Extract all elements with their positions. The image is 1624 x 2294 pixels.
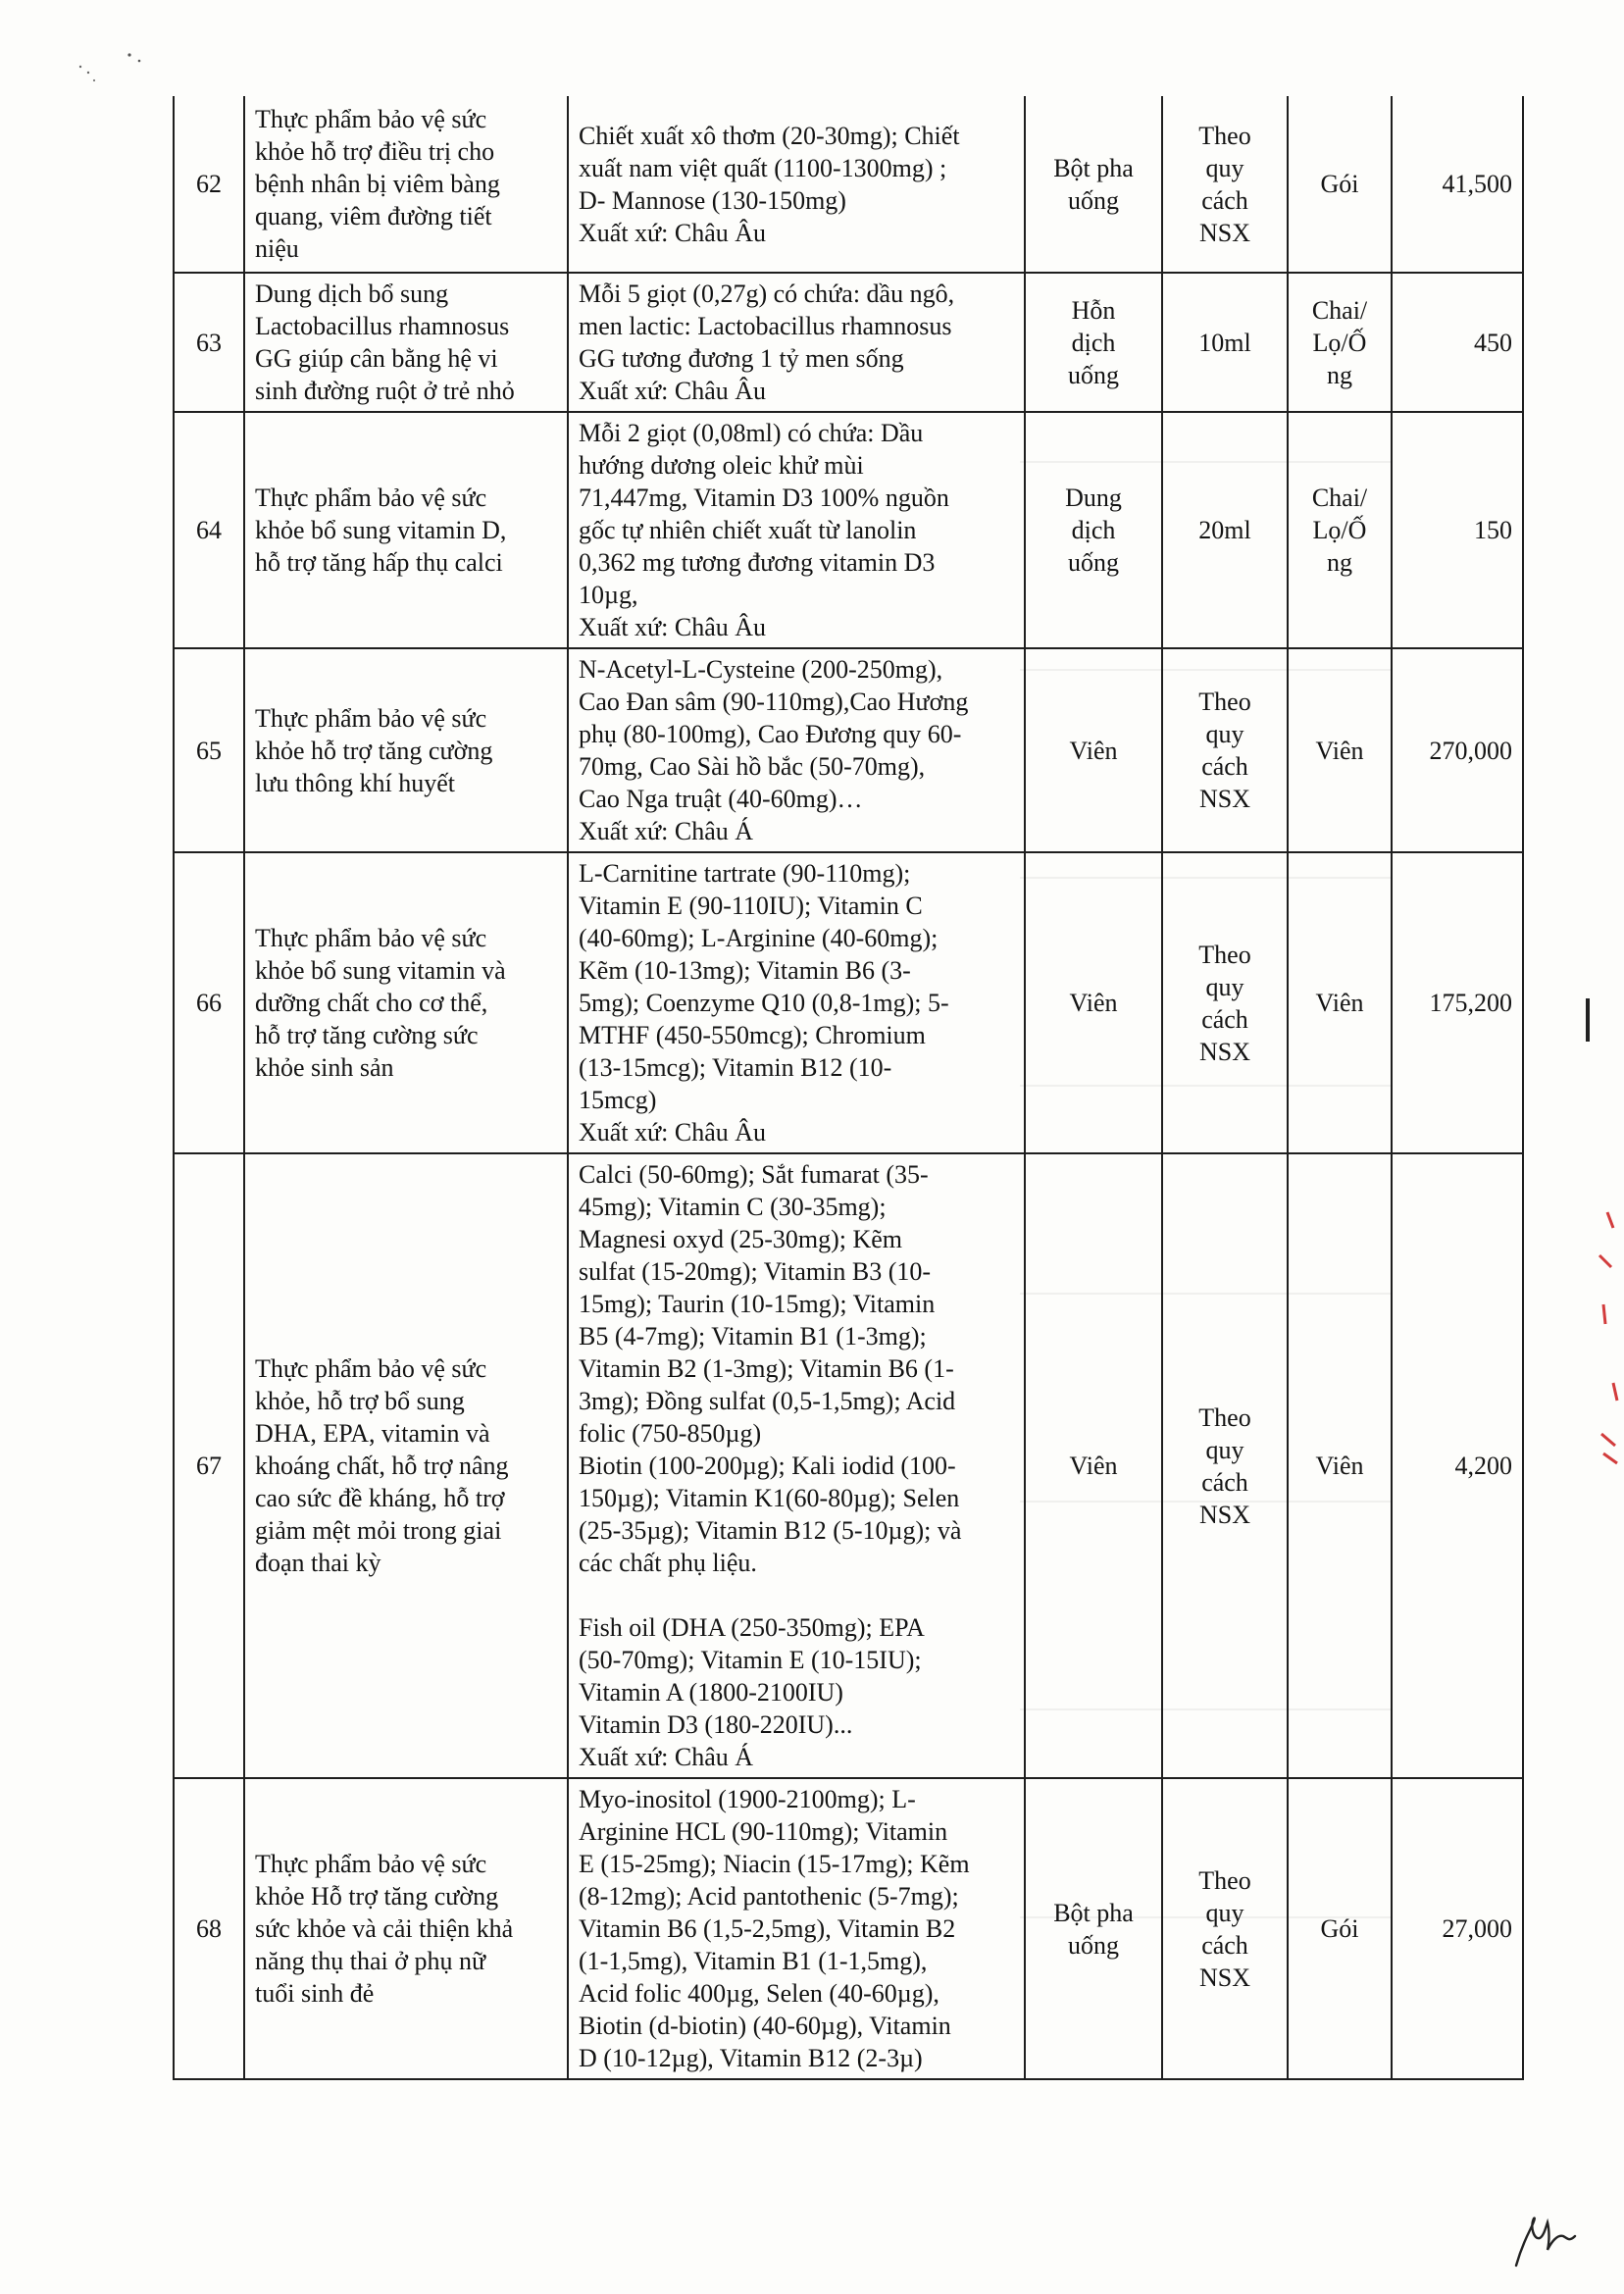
spec-line: NSX <box>1198 1037 1250 1066</box>
spec-line: Theo <box>1198 1865 1251 1895</box>
ingredients-cell <box>568 1778 1025 2079</box>
row-number-cell: 67 <box>174 1153 244 1778</box>
price-cell: 175,200 <box>1392 852 1523 1153</box>
ingredient-line: 71,447mg, Vitamin D3 100% nguồn <box>579 484 949 512</box>
ingredient-line: Xuất xứ: Châu Âu <box>579 377 767 405</box>
ingredient-line: Xuất xứ: Châu Âu <box>579 1118 767 1147</box>
unit-cell <box>1288 648 1392 852</box>
unit-line: Lọ/Ố <box>1312 328 1367 357</box>
ingredient-line: men lactic: Lactobacillus rhamnosus <box>579 312 952 340</box>
scan-specks <box>59 49 177 108</box>
form-line: Viên <box>1069 736 1118 765</box>
specification-cell <box>1162 852 1288 1153</box>
dosage-form-cell <box>1025 1778 1162 2079</box>
spec-line: quy <box>1205 720 1244 748</box>
ingredient-line: Biotin (100-200µg); Kali iodid (100- <box>579 1452 956 1480</box>
name-line: khỏe Hỗ trợ tăng cường <box>255 1882 499 1911</box>
ingredient-line: Vitamin B2 (1-3mg); Vitamin B6 (1- <box>579 1354 954 1383</box>
spec-line: cách <box>1201 1930 1248 1960</box>
ingredients-cell <box>568 852 1025 1153</box>
price-cell: 4,200 <box>1392 1153 1523 1778</box>
dosage-form-cell <box>1025 648 1162 852</box>
ingredient-line: Mỗi 5 giọt (0,27g) có chứa: dầu ngô, <box>579 280 955 308</box>
product-name-cell <box>244 1778 568 2079</box>
form-line: dịch <box>1071 516 1116 544</box>
specification-cell <box>1162 1778 1288 2079</box>
name-line: DHA, EPA, vitamin và <box>255 1419 490 1448</box>
dosage-form-cell <box>1025 1153 1162 1778</box>
name-line: khỏe hỗ trợ điều trị cho <box>255 137 495 166</box>
ingredient-line: 70mg, Cao Sài hồ bắc (50-70mg), <box>579 752 926 781</box>
spec-line: Theo <box>1198 121 1251 150</box>
product-name-cell <box>244 96 568 273</box>
spec-line: cách <box>1201 185 1248 215</box>
name-line: khỏe bổ sung vitamin và <box>255 956 506 985</box>
spec-line: 20ml <box>1198 516 1251 544</box>
unit-line: Gói <box>1320 170 1359 198</box>
price-cell: 270,000 <box>1392 648 1523 852</box>
name-line: khỏe bổ sung vitamin D, <box>255 516 507 544</box>
unit-cell <box>1288 412 1392 648</box>
form-line: uống <box>1068 1930 1119 1960</box>
row-number-cell: 62 <box>174 96 244 273</box>
name-line: Thực phẩm bảo vệ sức <box>255 703 487 733</box>
price-cell: 41,500 <box>1392 96 1523 273</box>
unit-line: Viên <box>1315 989 1364 1017</box>
ingredient-line: Xuất xứ: Châu Á <box>579 1743 754 1771</box>
table-row <box>174 273 1523 412</box>
ingredient-line: 5mg); Coenzyme Q10 (0,8-1mg); 5- <box>579 989 949 1017</box>
product-table <box>173 96 1524 2080</box>
ingredient-line: Vitamin A (1800-2100IU) <box>579 1678 843 1707</box>
ingredient-line: N-Acetyl-L-Cysteine (200-250mg), <box>579 655 943 684</box>
ingredient-line: Vitamin B6 (1,5-2,5mg), Vitamin B2 <box>579 1914 956 1943</box>
product-name-cell <box>244 273 568 412</box>
price-cell: 150 <box>1392 412 1523 648</box>
name-line: khỏe hỗ trợ tăng cường <box>255 736 493 765</box>
ingredient-line: Cao Nga truật (40-60mg)… <box>579 785 863 813</box>
ingredient-line: Arginine HCL (90-110mg); Vitamin <box>579 1817 948 1846</box>
form-line: Viên <box>1069 989 1118 1017</box>
unit-cell <box>1288 96 1392 273</box>
ingredient-line: 0,362 mg tương đương vitamin D3 <box>579 548 936 577</box>
name-line: sinh đường ruột ở trẻ nhỏ <box>255 377 515 405</box>
ingredients-cell <box>568 273 1025 412</box>
table-row <box>174 1778 1523 2079</box>
red-ink-marks <box>1594 1206 1621 1501</box>
spec-line: cách <box>1201 1467 1248 1497</box>
unit-cell <box>1288 1153 1392 1778</box>
ingredient-line: Vitamin E (90-110IU); Vitamin C <box>579 892 923 920</box>
ingredient-line: Calci (50-60mg); Sắt fumarat (35- <box>579 1160 929 1189</box>
form-line: Viên <box>1069 1452 1118 1480</box>
ingredients-cell <box>568 648 1025 852</box>
unit-cell <box>1288 1778 1392 2079</box>
unit-line: Lọ/Ố <box>1312 516 1367 544</box>
name-line: hỗ trợ tăng cường sức <box>255 1021 479 1049</box>
spec-line: Theo <box>1198 688 1251 716</box>
ingredient-line: (50-70mg); Vitamin E (10-15IU); <box>579 1646 922 1674</box>
ingredient-line: 3mg); Đồng sulfat (0,5-1,5mg); Acid <box>579 1387 956 1415</box>
name-line: đoạn thai kỳ <box>255 1549 381 1577</box>
name-line: dưỡng chất cho cơ thể, <box>255 989 488 1017</box>
dosage-form-cell <box>1025 852 1162 1153</box>
ingredient-line: Myo-inositol (1900-2100mg); L- <box>579 1785 916 1813</box>
name-line: hỗ trợ tăng hấp thụ calci <box>255 548 503 577</box>
ingredient-line: Kẽm (10-13mg); Vitamin B6 (3- <box>579 956 911 985</box>
name-line: sức khỏe và cải thiện khả <box>255 1914 514 1943</box>
ingredients-cell <box>568 1153 1025 1778</box>
specification-cell <box>1162 96 1288 273</box>
spec-line: quy <box>1205 1898 1244 1927</box>
product-name-cell <box>244 648 568 852</box>
product-name-cell <box>244 412 568 648</box>
ingredient-line: D- Mannose (130-150mg) <box>579 185 846 215</box>
unit-cell <box>1288 852 1392 1153</box>
ingredient-line: gốc tự nhiên chiết xuất từ lanolin <box>579 516 917 544</box>
form-line: uống <box>1068 548 1119 577</box>
ingredient-line: Cao Đan sâm (90-110mg),Cao Hương <box>579 688 969 716</box>
spec-line: NSX <box>1198 218 1250 247</box>
form-line: Bột pha <box>1053 1898 1134 1927</box>
ingredient-line: Vitamin D3 (180-220IU)... <box>579 1710 853 1739</box>
dosage-form-cell <box>1025 96 1162 273</box>
row-number-cell: 66 <box>174 852 244 1153</box>
name-line: Thực phẩm bảo vệ sức <box>255 1354 487 1383</box>
product-name-cell <box>244 852 568 1153</box>
price-cell: 27,000 <box>1392 1778 1523 2079</box>
form-line: uống <box>1068 360 1119 389</box>
spec-line: NSX <box>1198 785 1250 813</box>
ingredients-cell <box>568 412 1025 648</box>
name-line: khỏe sinh sản <box>255 1053 394 1082</box>
price-cell: 450 <box>1392 273 1523 412</box>
ingredient-line: B5 (4-7mg); Vitamin B1 (1-3mg); <box>579 1322 927 1351</box>
name-line: tuổi sinh đẻ <box>255 1979 375 2008</box>
name-line: niệu <box>255 234 299 263</box>
row-number-cell: 68 <box>174 1778 244 2079</box>
name-line: khoáng chất, hỗ trợ nâng <box>255 1452 509 1480</box>
ingredient-line: Mỗi 2 giọt (0,08ml) có chứa: Dầu <box>579 419 924 447</box>
unit-line: Chai/ <box>1311 484 1368 512</box>
ingredient-line: Xuất xứ: Châu Á <box>579 817 754 845</box>
spec-line: NSX <box>1198 1963 1250 1992</box>
name-line: lưu thông khí huyết <box>255 768 456 797</box>
row-number-cell: 63 <box>174 273 244 412</box>
name-line: Thực phẩm bảo vệ sức <box>255 924 487 952</box>
name-line: bệnh nhân bị viêm bàng <box>255 170 500 198</box>
spec-line: NSX <box>1198 1500 1250 1529</box>
name-line: Thực phẩm bảo vệ sức <box>255 105 487 133</box>
unit-line: ng <box>1327 360 1352 389</box>
spec-line: Theo <box>1198 940 1251 969</box>
spec-line: quy <box>1205 972 1244 1001</box>
ingredients-cell <box>568 96 1025 273</box>
unit-line: Gói <box>1320 1914 1359 1943</box>
dosage-form-cell <box>1025 412 1162 648</box>
product-name-cell <box>244 1153 568 1778</box>
ingredient-line: (8-12mg); Acid pantothenic (5-7mg); <box>579 1882 959 1911</box>
ingredient-line: L-Carnitine tartrate (90-110mg); <box>579 859 911 888</box>
row-number-cell: 64 <box>174 412 244 648</box>
ingredient-line: (25-35µg); Vitamin B12 (5-10µg); và <box>579 1516 962 1545</box>
form-line: Dung <box>1065 484 1122 512</box>
name-line: khỏe, hỗ trợ bổ sung <box>255 1387 465 1415</box>
ingredient-line: 150µg); Vitamin K1(60-80µg); Selen <box>579 1484 960 1512</box>
unit-line: Viên <box>1315 1452 1364 1480</box>
ingredient-line: (1-1,5mg), Vitamin B1 (1-1,5mg), <box>579 1947 928 1975</box>
ingredient-line: GG tương đương 1 tỷ men sống <box>579 344 904 373</box>
table-body <box>174 96 1523 2079</box>
name-line: Thực phẩm bảo vệ sức <box>255 484 487 512</box>
name-line: Lactobacillus rhamnosus <box>255 312 510 340</box>
ingredient-line: 15mcg) <box>579 1086 657 1114</box>
spec-line: quy <box>1205 1435 1244 1464</box>
name-line: cao sức đề kháng, hỗ trợ <box>255 1484 505 1512</box>
dosage-form-cell <box>1025 273 1162 412</box>
ingredient-line: (13-15mcg); Vitamin B12 (10- <box>579 1053 892 1082</box>
name-line: quang, viêm đường tiết <box>255 202 492 230</box>
ingredient-line: Biotin (d-biotin) (40-60µg), Vitamin <box>579 2012 951 2040</box>
ingredient-line: MTHF (450-550mcg); Chromium <box>579 1021 926 1049</box>
specification-cell <box>1162 412 1288 648</box>
ingredient-line: các chất phụ liệu. <box>579 1549 757 1577</box>
table-row <box>174 96 1523 273</box>
ingredient-line: 15mg); Taurin (10-15mg); Vitamin <box>579 1290 936 1318</box>
ingredient-line: Xuất xứ: Châu Âu <box>579 218 767 247</box>
row-number-cell: 65 <box>174 648 244 852</box>
ingredient-line: 10µg, <box>579 581 638 609</box>
ingredient-line: Acid folic 400µg, Selen (40-60µg), <box>579 1979 939 2008</box>
form-line: dịch <box>1071 328 1116 357</box>
spec-line: quy <box>1205 153 1244 182</box>
name-line: Dung dịch bổ sung <box>255 280 449 308</box>
form-line: Hỗn <box>1071 295 1116 325</box>
form-line: uống <box>1068 185 1119 215</box>
ingredient-line: phụ (80-100mg), Cao Đương quy 60- <box>579 720 962 748</box>
specification-cell <box>1162 273 1288 412</box>
spec-line: cách <box>1201 1004 1248 1034</box>
ingredient-line: 45mg); Vitamin C (30-35mg); <box>579 1193 887 1221</box>
ingredient-line: Fish oil (DHA (250-350mg); EPA <box>579 1613 925 1642</box>
specification-cell <box>1162 1153 1288 1778</box>
unit-cell <box>1288 273 1392 412</box>
unit-line: Viên <box>1315 736 1364 765</box>
ingredient-line: Xuất xứ: Châu Âu <box>579 613 767 641</box>
form-line: Bột pha <box>1053 153 1134 182</box>
table-row <box>174 852 1523 1153</box>
signature <box>1510 2207 1579 2269</box>
name-line: năng thụ thai ở phụ nữ <box>255 1947 486 1975</box>
ingredient-line: E (15-25mg); Niacin (15-17mg); Kẽm <box>579 1850 970 1878</box>
table-row <box>174 648 1523 852</box>
ingredient-line: Chiết xuất xô thơm (20-30mg); Chiết <box>579 121 960 150</box>
name-line: giảm mệt mỏi trong giai <box>255 1516 502 1545</box>
unit-line: Chai/ <box>1311 295 1368 325</box>
ingredient-line: folic (750-850µg) <box>579 1419 762 1448</box>
spec-line: cách <box>1201 752 1248 781</box>
spec-line: Theo <box>1198 1402 1251 1432</box>
ingredient-line: (40-60mg); L-Arginine (40-60mg); <box>579 924 939 952</box>
ingredient-line: sulfat (15-20mg); Vitamin B3 (10- <box>579 1257 932 1286</box>
spec-line: 10ml <box>1198 328 1251 357</box>
ingredient-line: Magnesi oxyd (25-30mg); Kẽm <box>579 1225 903 1253</box>
ingredient-line: xuất nam việt quất (1100-1300mg) ; <box>579 153 947 182</box>
unit-line: ng <box>1327 548 1352 577</box>
table-row <box>174 1153 1523 1778</box>
table-row <box>174 412 1523 648</box>
name-line: Thực phẩm bảo vệ sức <box>255 1850 487 1878</box>
specification-cell <box>1162 648 1288 852</box>
name-line: GG giúp cân bằng hệ vi <box>255 344 498 373</box>
ingredient-line: hướng dương oleic khử mùi <box>579 451 864 480</box>
margin-mark <box>1586 998 1590 1042</box>
ingredient-line <box>579 1579 1014 1611</box>
ingredient-line: D (10-12µg), Vitamin B12 (2-3µ) <box>579 2044 923 2072</box>
